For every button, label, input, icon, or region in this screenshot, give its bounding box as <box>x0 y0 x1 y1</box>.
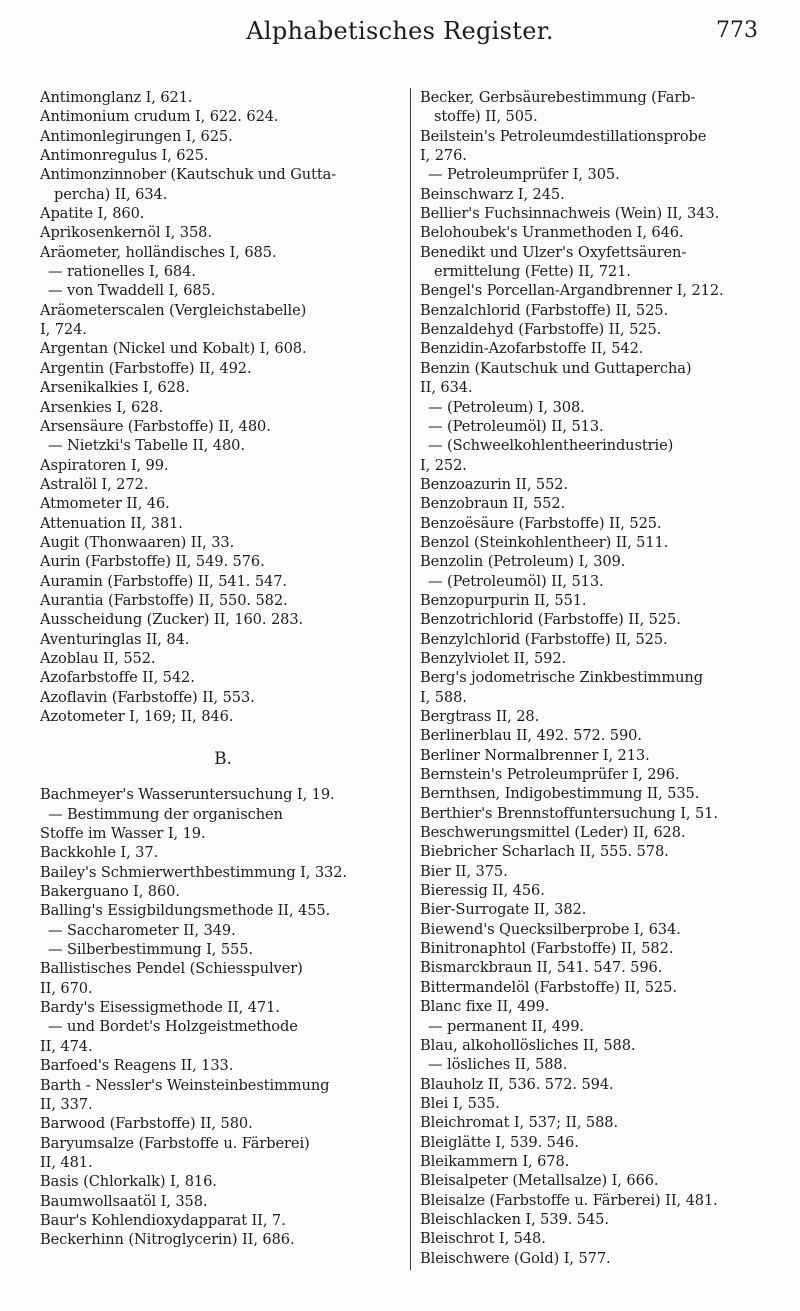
register-entry: — und Bordet's Holzgeistmethode <box>48 1018 298 1036</box>
register-entry: Arsenkies I, 628. <box>40 398 164 416</box>
register-entry: — Petroleumprüfer I, 305. <box>428 166 620 184</box>
register-entry: II, 474. <box>40 1037 93 1055</box>
register-entry: Backkohle I, 37. <box>40 844 159 862</box>
register-entry: Azofarbstoffe II, 542. <box>40 669 195 687</box>
register-entry: Blei I, 535. <box>420 1094 500 1112</box>
register-entry: Biebricher Scharlach II, 555. 578. <box>420 843 669 861</box>
register-entry: Bengel's Porcellan-Argandbrenner I, 212. <box>420 282 724 300</box>
register-entry: I, 588. <box>420 688 467 706</box>
register-entry: Benzotrichlorid (Farbstoffe) II, 525. <box>420 611 681 629</box>
register-entry: Benzol (Steinkohlentheer) II, 511. <box>420 533 669 551</box>
register-entry: Bachmeyer's Wasseruntersuchung I, 19. <box>40 786 335 804</box>
register-entry: II, 481. <box>40 1153 93 1171</box>
register-entry: Barwood (Farbstoffe) II, 580. <box>40 1115 253 1133</box>
right-column <box>420 88 772 1268</box>
register-entry: percha) II, 634. <box>54 185 168 203</box>
entries-right <box>420 88 772 1268</box>
register-entry: Bleischrot I, 548. <box>420 1230 546 1248</box>
register-entry: Argentan (Nickel und Kobalt) I, 608. <box>40 340 307 358</box>
register-entry: I, 252. <box>420 456 467 474</box>
register-entry: Beinschwarz I, 245. <box>420 185 565 203</box>
column-divider <box>410 88 411 1270</box>
register-entry: II, 670. <box>40 979 93 997</box>
register-entry: Blauholz II, 536. 572. 594. <box>420 1075 614 1093</box>
register-entry: Blanc fixe II, 499. <box>420 998 550 1016</box>
register-entry: Antimonlegirungen I, 625. <box>40 127 233 145</box>
register-entry: — (Schweelkohlentheerindustrie) <box>428 437 674 455</box>
register-entry: Berliner Normalbrenner I, 213. <box>420 746 650 764</box>
register-entry: Azoblau II, 552. <box>40 649 156 667</box>
register-entry: Auramin (Farbstoffe) II, 541. 547. <box>40 572 287 590</box>
register-entry: Benzylviolet II, 592. <box>420 649 567 667</box>
register-entry: Bismarckbraun II, 541. 547. 596. <box>420 959 663 977</box>
register-entry: — rationelles I, 684. <box>48 263 196 281</box>
register-entry: Bier II, 375. <box>420 862 508 880</box>
register-entry: Beilstein's Petroleumdestillationsprobe <box>420 127 707 145</box>
section-heading-b: B. <box>214 749 232 770</box>
register-entry: Antimonglanz I, 621. <box>40 89 193 106</box>
register-entry: stoffe) II, 505. <box>434 108 538 126</box>
register-entry: Arsenikalkies I, 628. <box>40 379 190 397</box>
register-entry: Bieressig II, 456. <box>420 882 545 900</box>
register-entry: — permanent II, 499. <box>428 1017 584 1035</box>
register-entry: — von Twaddell I, 685. <box>48 282 216 300</box>
register-entry: Astralöl I, 272. <box>40 475 149 493</box>
register-entry: — lösliches II, 588. <box>428 1056 568 1074</box>
register-entry: Bleikammern I, 678. <box>420 1152 570 1170</box>
register-entry: Aventuringlas II, 84. <box>40 630 190 648</box>
register-entry: — Nietzki's Tabelle II, 480. <box>48 437 245 455</box>
register-entry: Stoffe im Wasser I, 19. <box>40 825 206 843</box>
register-entry: Bleisalpeter (Metallsalze) I, 666. <box>420 1172 659 1190</box>
register-entry: Bleichromat I, 537; II, 588. <box>420 1114 619 1132</box>
register-entry: Bleischwere (Gold) I, 577. <box>420 1249 611 1267</box>
register-entry: Bleischlacken I, 539. 545. <box>420 1210 609 1228</box>
register-entry: Baryumsalze (Farbstoffe u. Färberei) <box>40 1134 310 1152</box>
register-entry: Baumwollsaatöl I, 358. <box>40 1192 208 1210</box>
left-column <box>40 88 406 1250</box>
register-entry: II, 634. <box>420 379 473 397</box>
register-entry: Aräometerscalen (Vergleichstabelle) <box>40 301 307 319</box>
register-entry: Ausscheidung (Zucker) II, 160. 283. <box>40 611 304 629</box>
running-title: Alphabetisches Register. <box>246 17 554 45</box>
register-entry: Barth - Nessler's Weinsteinbestimmung <box>40 1076 330 1094</box>
register-entry: Beckerhinn (Nitroglycerin) II, 686. <box>40 1231 295 1249</box>
register-entry: Aprikosenkernöl I, 358. <box>40 224 212 242</box>
register-entry: Berg's jodometrische Zinkbestimmung <box>420 669 703 687</box>
register-entry: Bailey's Schmierwerthbestimmung I, 332. <box>40 863 347 881</box>
register-entry: Bardy's Eisessigmethode II, 471. <box>40 999 280 1017</box>
register-entry: Benzin (Kautschuk und Guttapercha) <box>420 359 692 377</box>
page-header <box>0 14 800 48</box>
register-entry: Arsensäure (Farbstoffe) II, 480. <box>40 417 271 435</box>
register-entry: Barfoed's Reagens II, 133. <box>40 1057 234 1075</box>
register-entry: Benzopurpurin II, 551. <box>420 591 587 609</box>
register-entry: Blau, alkohollösliches II, 588. <box>420 1036 636 1054</box>
page-number: 773 <box>716 18 758 43</box>
register-entry: Aurin (Farbstoffe) II, 549. 576. <box>40 553 265 571</box>
register-entry: Antimonregulus I, 625. <box>40 147 209 165</box>
register-entry: Bergtrass II, 28. <box>420 708 540 725</box>
register-entry: — (Petroleumöl) II, 513. <box>428 572 604 590</box>
register-entry: Bernthsen, Indigobestimmung II, 535. <box>420 785 700 803</box>
entries-b <box>40 785 406 1249</box>
register-entry: Benzaldehyd (Farbstoffe) II, 525. <box>420 321 662 339</box>
register-entry: Beschwerungsmittel (Leder) II, 628. <box>420 824 686 842</box>
register-entry: Berthier's Brennstoffuntersuchung I, 51. <box>420 804 718 822</box>
register-entry: Antimonium crudum I, 622. 624. <box>40 108 279 126</box>
register-entry: — Bestimmung der organischen <box>48 805 283 823</box>
register-entry: Azoflavin (Farbstoffe) II, 553. <box>40 688 255 706</box>
register-entry: Benzalchlorid (Farbstoffe) II, 525. <box>420 301 669 319</box>
register-entry: Becker, Gerbsäurebestimmung (Farb- <box>420 89 696 106</box>
register-entry: Benzidin-Azofarbstoffe II, 542. <box>420 340 644 358</box>
register-entry: — Silberbestimmung I, 555. <box>48 941 253 959</box>
register-entry: Benzoësäure (Farbstoffe) II, 525. <box>420 514 662 532</box>
register-entry: Bleiglätte I, 539. 546. <box>420 1133 579 1151</box>
register-entry: Argentin (Farbstoffe) II, 492. <box>40 359 252 377</box>
section-gap <box>40 726 406 747</box>
register-entry: Bakerguano I, 860. <box>40 883 180 901</box>
register-entry: Apatite I, 860. <box>40 205 145 223</box>
register-entry: Benzoazurin II, 552. <box>420 475 569 493</box>
register-entry: Basis (Chlorkalk) I, 816. <box>40 1173 217 1191</box>
register-entry: Aspiratoren I, 99. <box>40 456 169 474</box>
register-entry: Berlinerblau II, 492. 572. 590. <box>420 727 642 745</box>
register-entry: Benedikt und Ulzer's Oxyfettsäuren- <box>420 243 687 261</box>
register-entry: Antimonzinnober (Kautschuk und Gutta- <box>40 166 337 184</box>
register-entry: Augit (Thonwaaren) II, 33. <box>40 533 235 551</box>
register-entry: ermittelung (Fette) II, 721. <box>434 263 631 281</box>
register-entry: Benzylchlorid (Farbstoffe) II, 525. <box>420 630 668 648</box>
register-entry: Azotometer I, 169; II, 846. <box>40 708 234 725</box>
register-entry: I, 276. <box>420 147 467 165</box>
register-entry: Biewend's Quecksilberprobe I, 634. <box>420 920 681 938</box>
register-entry: Bleisalze (Farbstoffe u. Färberei) II, 481. <box>420 1191 718 1209</box>
register-entry: Baur's Kohlendioxydapparat II, 7. <box>40 1211 286 1229</box>
register-entry: Binitronaphtol (Farbstoffe) II, 582. <box>420 940 674 958</box>
register-entry: I, 724. <box>40 321 87 339</box>
register-entry: — Saccharometer II, 349. <box>48 921 236 939</box>
register-entry: Bellier's Fuchsinnachweis (Wein) II, 343. <box>420 205 720 223</box>
register-entry: Attenuation II, 381. <box>40 514 183 532</box>
register-entry: Benzolin (Petroleum) I, 309. <box>420 553 626 571</box>
register-entry: — (Petroleum) I, 308. <box>428 398 585 416</box>
register-entry: Bier-Surrogate II, 382. <box>420 901 587 919</box>
register-entry: Balling's Essigbildungsmethode II, 455. <box>40 902 331 920</box>
register-entry: Atmometer II, 46. <box>40 495 170 513</box>
register-entry: — (Petroleumöl) II, 513. <box>428 417 604 435</box>
register-entry: Benzobraun II, 552. <box>420 495 566 513</box>
register-entry: Ballistisches Pendel (Schiesspulver) <box>40 960 303 978</box>
register-entry: Aräometer, holländisches I, 685. <box>40 243 277 261</box>
register-entry: Bittermandelöl (Farbstoffe) II, 525. <box>420 978 677 996</box>
register-entry: Aurantia (Farbstoffe) II, 550. 582. <box>40 591 288 609</box>
register-entry: II, 337. <box>40 1095 93 1113</box>
register-entry: Belohoubek's Uranmethoden I, 646. <box>420 224 684 242</box>
register-entry: Bernstein's Petroleumprüfer I, 296. <box>420 766 680 784</box>
entries-a <box>40 88 406 726</box>
section-gap <box>40 771 406 785</box>
